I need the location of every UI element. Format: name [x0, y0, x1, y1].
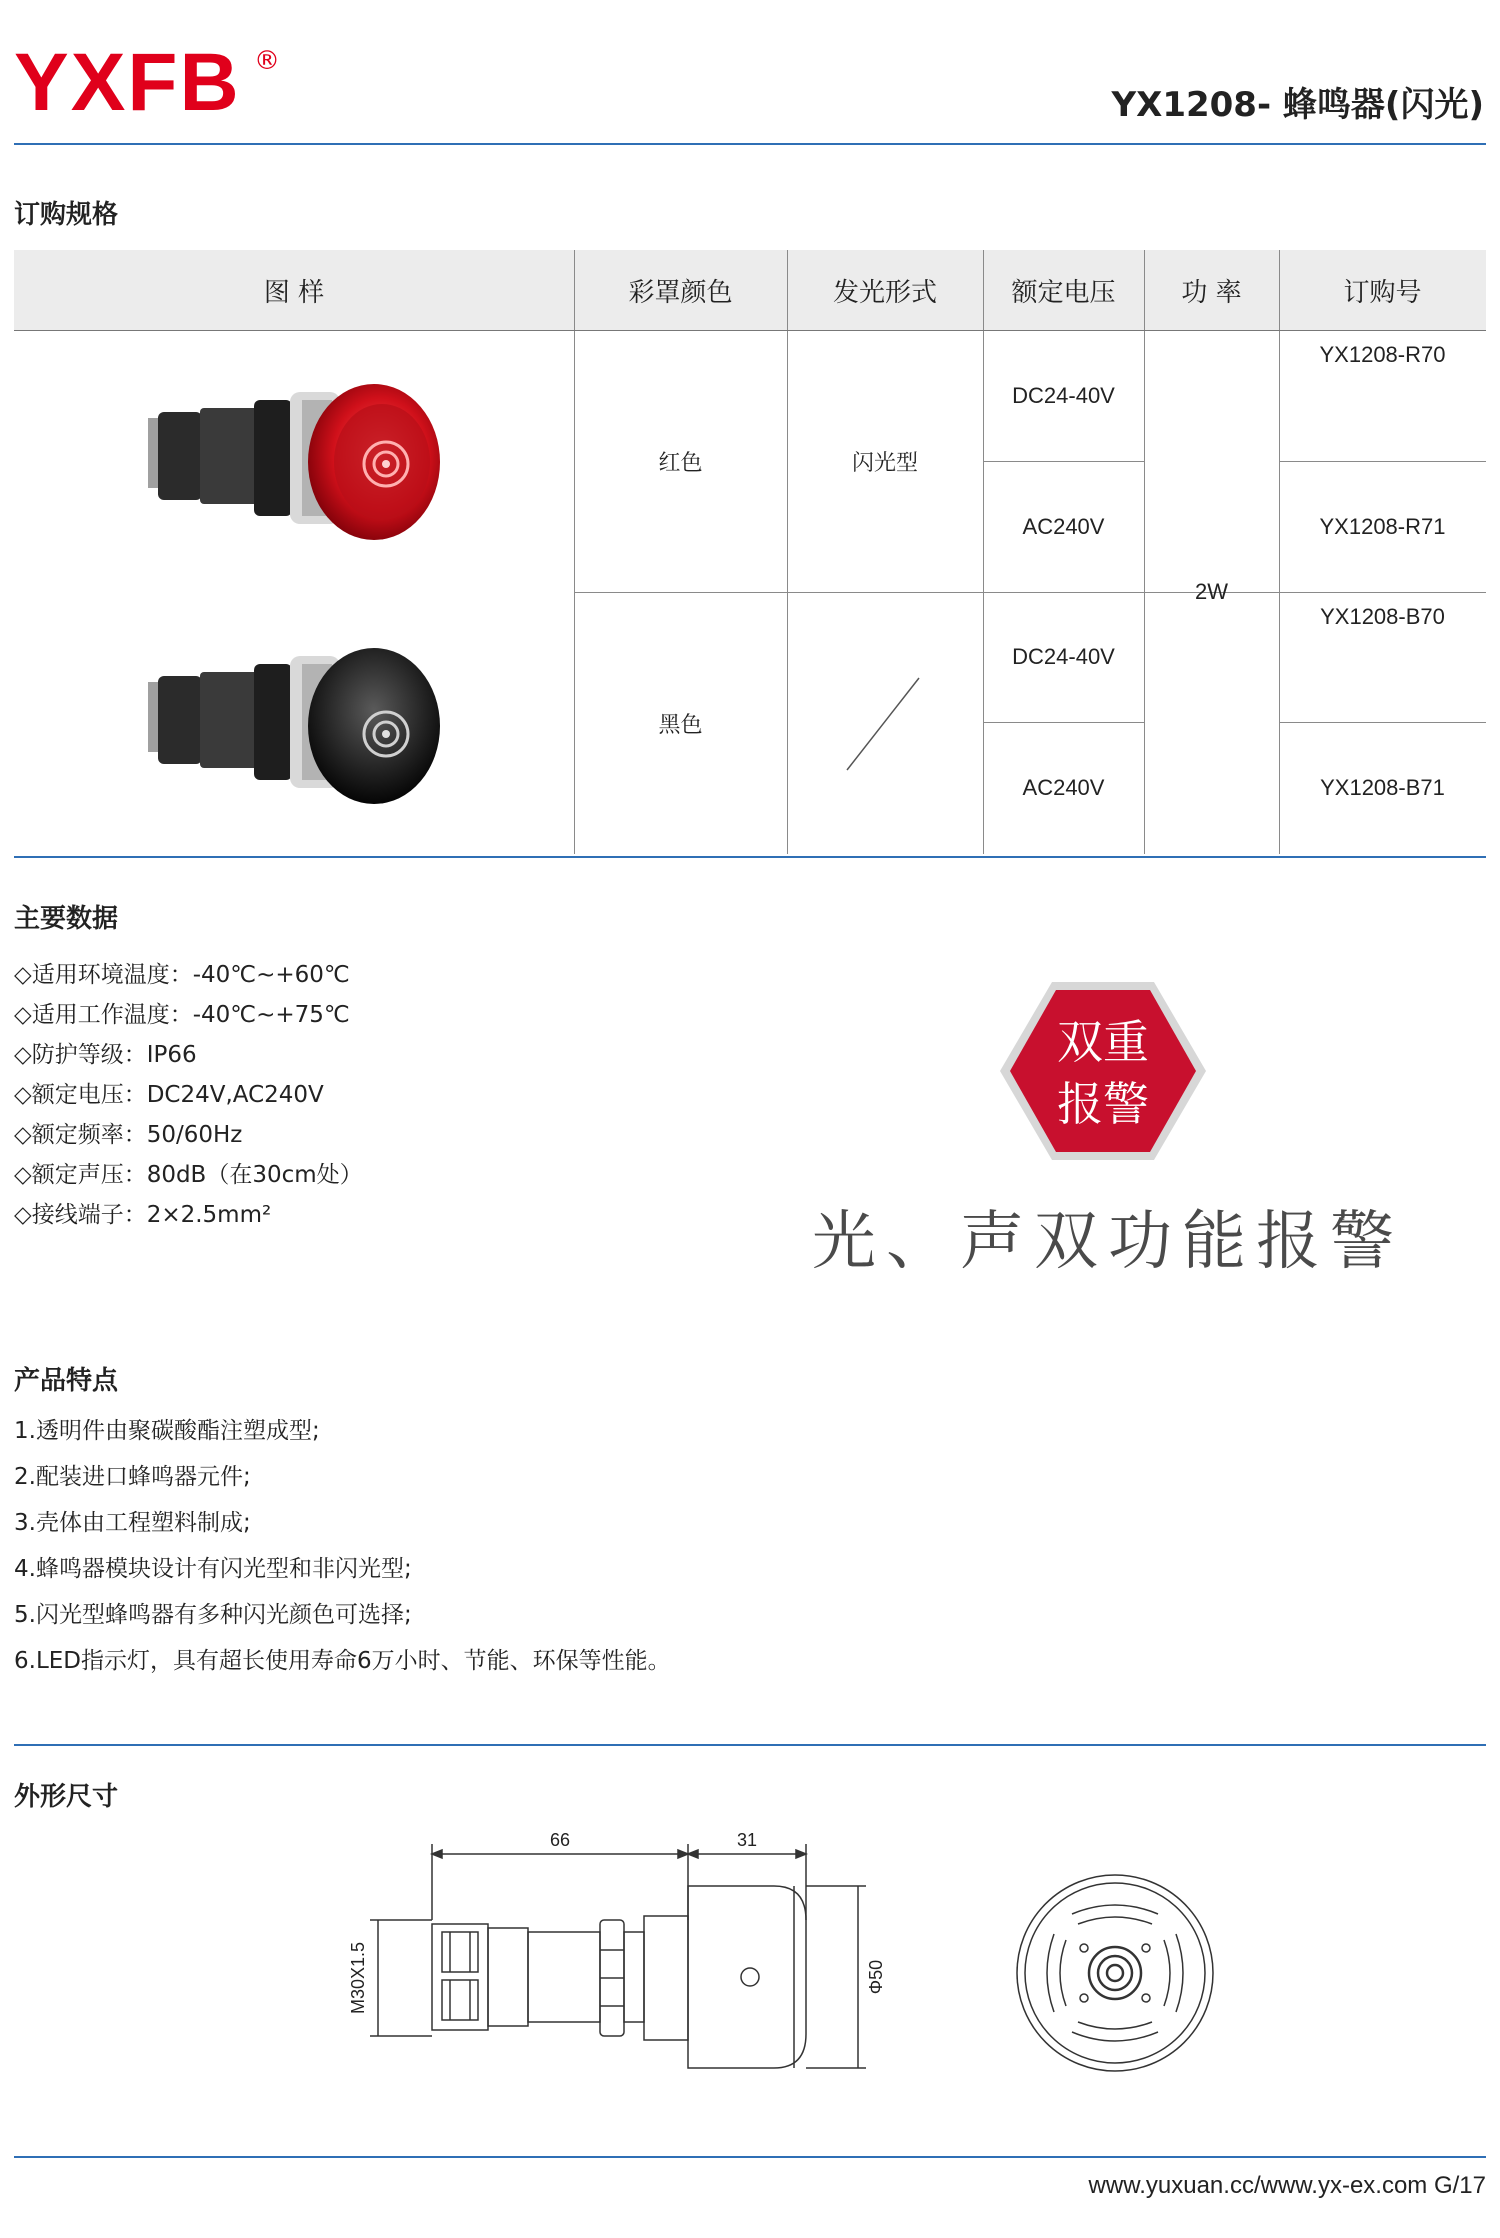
- feature-item: 5.闪光型蜂鸣器有多种闪光颜色可选择;: [14, 1602, 412, 1628]
- spec-item: ◇额定声压：80dB（在30cm处）: [14, 1162, 363, 1188]
- order-number-cell: YX1208-R70: [1319, 342, 1446, 367]
- spec-item: ◇适用环境温度：-40℃~+60℃: [14, 962, 350, 988]
- side-view-drawing: [330, 1820, 890, 2100]
- column-header-power: 功 率: [1144, 250, 1279, 330]
- spec-item: ◇适用工作温度：-40℃~+75℃: [14, 1002, 350, 1028]
- dimensions-section-title: 外形尺寸: [14, 1782, 119, 1812]
- features-section-title: 产品特点: [14, 1366, 119, 1396]
- feature-item: 6.LED指示灯，具有超长使用寿命6万小时、节能、环保等性能。: [14, 1648, 671, 1674]
- feature-item: 4.蜂鸣器模块设计有闪光型和非闪光型;: [14, 1556, 412, 1582]
- feature-item: 1.透明件由聚碳酸酯注塑成型;: [14, 1418, 320, 1444]
- specs-section-title: 主要数据: [14, 904, 119, 934]
- slogan: 光、声双功能报警: [812, 1205, 1404, 1279]
- column-header-color: 彩罩颜色: [574, 250, 787, 330]
- light-mode-flash-cell: 闪光型: [851, 450, 918, 476]
- ordering-table: [14, 250, 1486, 854]
- column-header-light-mode: 发光形式: [787, 250, 983, 330]
- feature-item: 3.壳体由工程塑料制成;: [14, 1510, 251, 1536]
- footer-text: www.yuxuan.cc/www.yx-ex.com G/17: [1088, 2172, 1486, 2199]
- header-divider: [14, 143, 1486, 145]
- spec-item: ◇防护等级：IP66: [14, 1042, 197, 1068]
- feature-item: 2.配装进口蜂鸣器元件;: [14, 1464, 251, 1490]
- registered-mark: ®: [254, 46, 280, 76]
- brand-logo: YXFB: [14, 37, 241, 128]
- order-number-cell: YX1208-B71: [1320, 775, 1445, 800]
- voltage-cell: AC240V: [1022, 775, 1105, 800]
- spec-item: ◇额定电压：DC24V,AC240V: [14, 1082, 324, 1108]
- spec-item: ◇额定频率：50/60Hz: [14, 1122, 243, 1148]
- features-bottom-rule: [14, 1744, 1486, 1746]
- column-header-voltage: 额定电压: [983, 250, 1144, 330]
- table-bottom-rule: [14, 856, 1486, 858]
- spec-item: ◇接线端子：2×2.5mm²: [14, 1202, 272, 1228]
- light-mode-none-cell: [787, 592, 983, 854]
- length-body-label: 66: [549, 1830, 571, 1850]
- badge-line-2: 报警: [1057, 1077, 1149, 1131]
- thread-label: M30X1.5: [348, 1941, 368, 2015]
- page-title: YX1208- 蜂鸣器(闪光): [1111, 85, 1484, 125]
- column-header-order-no: 订购号: [1279, 250, 1486, 330]
- ordering-section-title: 订购规格: [14, 200, 119, 230]
- not-applicable-slash: [787, 592, 983, 854]
- power-cell: 2W: [1195, 579, 1228, 604]
- order-number-cell: YX1208-R71: [1319, 513, 1446, 539]
- badge-line-1: 双重: [1057, 1015, 1149, 1069]
- front-view-drawing: [1010, 1868, 1220, 2078]
- color-red-cell: 红色: [658, 450, 703, 476]
- order-number-cell: YX1208-B70: [1320, 604, 1445, 629]
- color-black-cell: 黑色: [658, 712, 703, 738]
- voltage-cell: DC24-40V: [1012, 644, 1115, 669]
- voltage-cell: AC240V: [1022, 513, 1105, 539]
- diameter-label: Φ50: [866, 1959, 886, 1995]
- footer-rule: [14, 2156, 1486, 2158]
- column-header-image: 图 样: [14, 250, 574, 330]
- length-head-label: 31: [736, 1830, 758, 1850]
- voltage-cell: DC24-40V: [1012, 382, 1115, 408]
- dual-alarm-badge: [998, 980, 1208, 1162]
- red-buzzer-image: [142, 370, 452, 560]
- black-buzzer-image: [142, 634, 452, 824]
